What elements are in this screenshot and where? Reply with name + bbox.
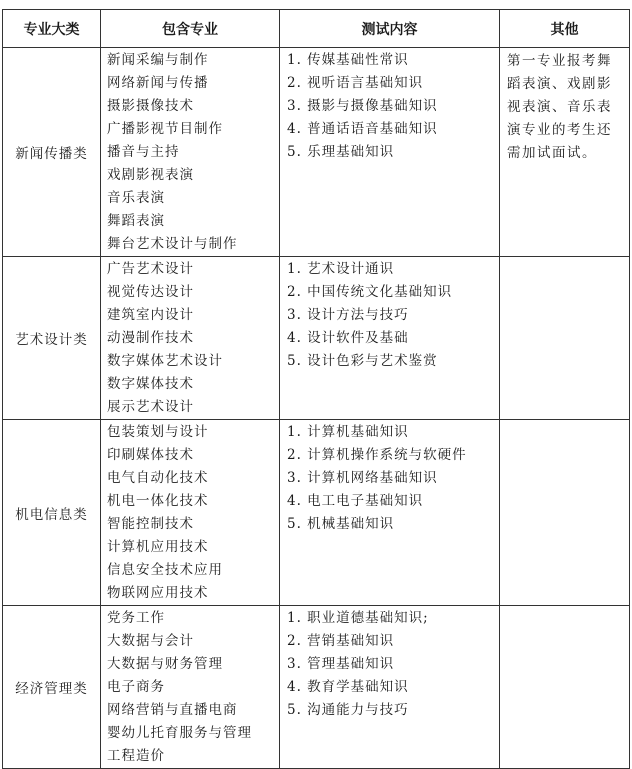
header-majors: 包含专业: [101, 10, 280, 48]
test-item: 2. 计算机操作系统与软硬件: [287, 447, 467, 463]
other-cell: [500, 257, 630, 420]
test-item: 4. 设计软件及基础: [287, 330, 409, 346]
test-item: 5. 设计色彩与艺术鉴赏: [287, 353, 438, 369]
major-item: 工程造价: [107, 748, 165, 764]
header-tests: 测试内容: [280, 10, 500, 48]
major-item: 新闻采编与制作: [107, 52, 209, 68]
major-item: 网络营销与直播电商: [107, 702, 238, 718]
majors-cell: [101, 257, 280, 420]
other-note: [500, 606, 629, 608]
major-item: 婴幼儿托育服务与管理: [107, 725, 252, 741]
other-note: [500, 420, 629, 422]
major-item: 动漫制作技术: [107, 330, 194, 346]
majors-cell: [101, 606, 280, 769]
major-item: 展示艺术设计: [107, 399, 194, 415]
major-item: 视觉传达设计: [107, 284, 194, 300]
major-item: 舞台艺术设计与制作: [107, 236, 238, 252]
header-other: 其他: [500, 10, 630, 48]
tests-cell: [280, 48, 500, 257]
test-item: 4. 普通话语音基础知识: [287, 121, 438, 137]
major-item: 物联网应用技术: [107, 585, 209, 601]
major-item: 戏剧影视表演: [107, 167, 194, 183]
major-item: 广播影视节目制作: [107, 121, 223, 137]
majors-cell: [101, 420, 280, 606]
major-item: 包装策划与设计: [107, 424, 209, 440]
table-row: [3, 606, 630, 769]
test-item: 1. 艺术设计通识: [287, 261, 395, 277]
major-item: 数字媒体艺术设计: [107, 353, 223, 369]
other-cell: [500, 420, 630, 606]
test-item: 2. 中国传统文化基础知识: [287, 284, 453, 300]
test-item: 2. 视听语言基础知识: [287, 75, 424, 91]
major-item: 播音与主持: [107, 144, 180, 160]
major-item: 党务工作: [107, 610, 165, 626]
table-body: [3, 48, 630, 769]
tests-cell: [280, 420, 500, 606]
category-cell: 经济管理类: [3, 606, 101, 769]
tests-cell: [280, 257, 500, 420]
majors-cell: [101, 48, 280, 257]
major-item: 大数据与财务管理: [107, 656, 223, 672]
major-item: 计算机应用技术: [107, 539, 209, 555]
category-cell: 机电信息类: [3, 420, 101, 606]
major-item: 网络新闻与传播: [107, 75, 209, 91]
test-item: 1. 计算机基础知识: [287, 424, 409, 440]
major-item: 印刷媒体技术: [107, 447, 194, 463]
header-row: [3, 10, 630, 48]
test-item: 5. 机械基础知识: [287, 516, 395, 532]
major-item: 摄影摄像技术: [107, 98, 194, 114]
other-cell: [500, 48, 630, 257]
tests-cell: [280, 606, 500, 769]
test-item: 3. 计算机网络基础知识: [287, 470, 438, 486]
major-item: 数字媒体技术: [107, 376, 194, 392]
test-item: 5. 沟通能力与技巧: [287, 702, 409, 718]
major-item: 广告艺术设计: [107, 261, 194, 277]
major-item: 智能控制技术: [107, 516, 194, 532]
header-category: 专业大类: [3, 10, 101, 48]
test-item: 5. 乐理基础知识: [287, 144, 395, 160]
major-item: 信息安全技术应用: [107, 562, 223, 578]
major-item: 电气自动化技术: [107, 470, 209, 486]
majors-table: [2, 9, 630, 769]
test-item: 4. 电工电子基础知识: [287, 493, 424, 509]
category-cell: 新闻传播类: [3, 48, 101, 257]
test-item: 1. 职业道德基础知识;: [287, 610, 429, 626]
major-item: 音乐表演: [107, 190, 165, 206]
major-item: 电子商务: [107, 679, 165, 695]
test-item: 2. 营销基础知识: [287, 633, 395, 649]
test-item: 3. 设计方法与技巧: [287, 307, 409, 323]
other-note: 第一专业报考舞蹈表演、戏剧影视表演、音乐表演专业的考生还需加试面试。: [507, 53, 612, 161]
other-cell: [500, 606, 630, 769]
major-item: 大数据与会计: [107, 633, 194, 649]
test-item: 3. 摄影与摄像基础知识: [287, 98, 438, 114]
table-row: [3, 257, 630, 420]
major-item: 建筑室内设计: [107, 307, 194, 323]
major-item: 舞蹈表演: [107, 213, 165, 229]
table-row: [3, 48, 630, 257]
other-note: [500, 257, 629, 259]
table-row: [3, 420, 630, 606]
test-item: 1. 传媒基础性常识: [287, 52, 409, 68]
test-item: 3. 管理基础知识: [287, 656, 395, 672]
test-item: 4. 教育学基础知识: [287, 679, 409, 695]
major-item: 机电一体化技术: [107, 493, 209, 509]
category-cell: 艺术设计类: [3, 257, 101, 420]
